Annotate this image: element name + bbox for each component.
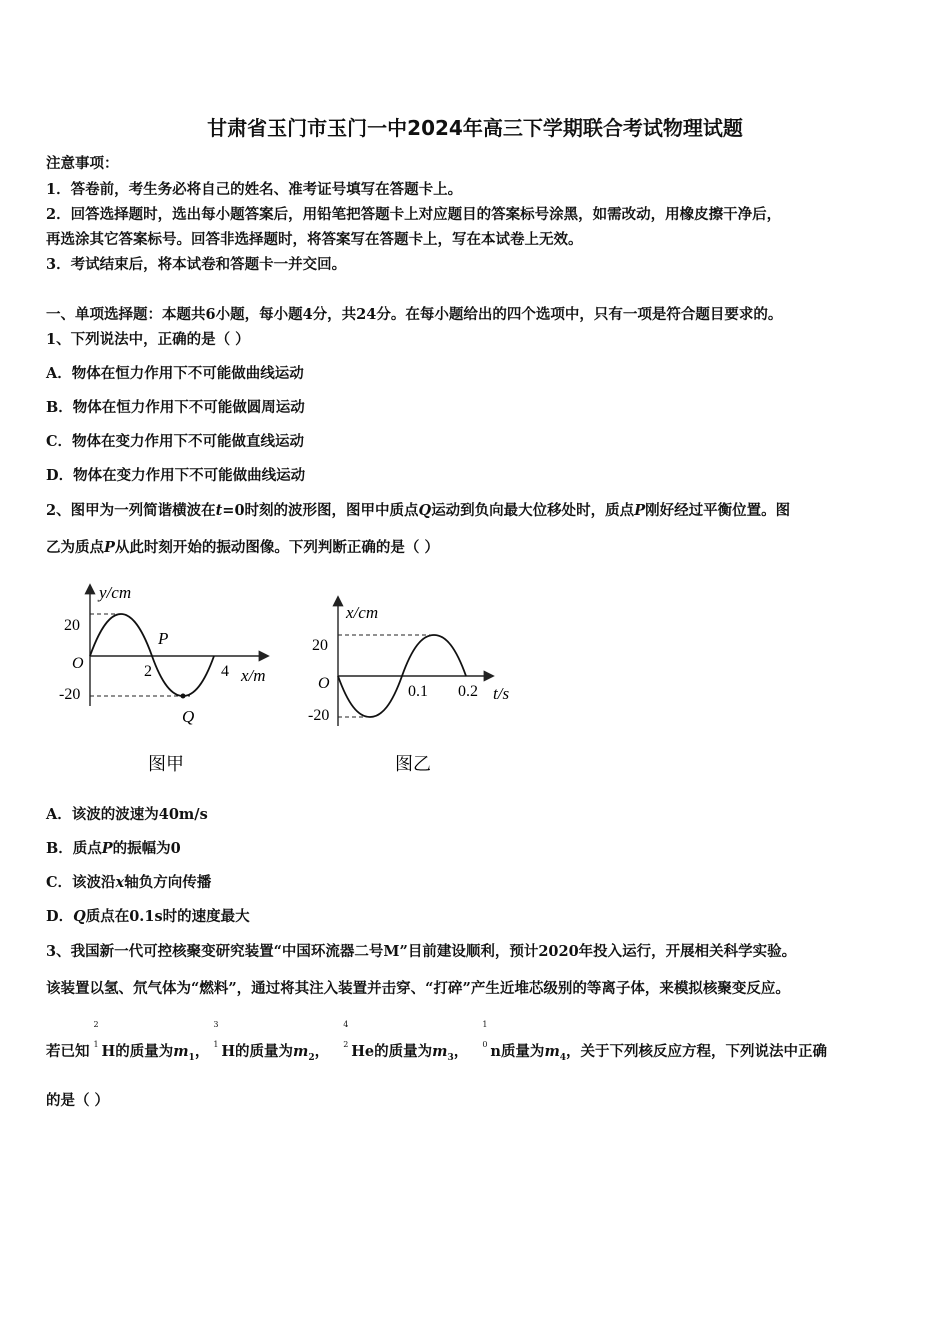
q1-option-d: D．物体在变力作用下不可能做曲线运动: [46, 467, 306, 484]
q3-line1: 3、我国新一代可控核聚变研究装置“中国环流器二号M”目前建设顺利，预计2020年投入运行，开展相关科学实验。: [46, 943, 797, 960]
wave-curve: [90, 614, 214, 696]
origin-label: O: [318, 675, 330, 692]
q1-option-a: A．物体在恒力作用下不可能做曲线运动: [46, 365, 304, 382]
caption-yi: 图乙: [395, 754, 431, 774]
tick-minus-20: -20: [308, 707, 330, 724]
q2-option-a: A．该波的波速为40m/s: [46, 806, 208, 823]
section-heading: 一、单项选择题：本题共6小题，每小题4分，共24分。在每小题给出的四个选项中，只有一项是符合题目要求的。: [46, 306, 783, 323]
figure-wave-graph: [55, 578, 295, 778]
q1-stem: 1、下列说法中，正确的是（ ）: [46, 331, 250, 348]
nuclide-h3: 3 1: [213, 1020, 219, 1049]
q2-stem-line1: 2、图甲为一列简谐横波在t=0时刻的波形图，图甲中质点Q运动到负向最大位移处时，质点P刚好经过平衡位置。图: [46, 502, 791, 519]
x-axis-label: x/m: [241, 666, 266, 685]
point-q-label: Q: [182, 707, 195, 726]
tick-4: 4: [221, 663, 229, 680]
caption-jia: 图甲: [148, 754, 184, 774]
q2-option-c: C．该波沿x轴负方向传播: [46, 874, 212, 891]
q3-line3: 若已知 2 1 H的质量为$m_1$， 3 1 H的质量为$m_2$， 4 2 He的质量为$m_3$， 1 0 n质量为$m_4$，关于下列核反应方程，下列说法中正确: [46, 1020, 828, 1063]
y-axis-label: x/cm: [346, 603, 379, 622]
tick-minus-20: -20: [59, 686, 81, 703]
point-q-dot: [181, 694, 186, 699]
tick-20: 20: [312, 637, 328, 654]
notice-item-3: 3．考试结束后，将本试卷和答题卡一并交回。: [46, 256, 347, 273]
q1-option-b: B．物体在恒力作用下不可能做圆周运动: [46, 399, 305, 416]
page-title: 甘肃省玉门市玉门一中2024年高三下学期联合考试物理试题: [207, 116, 743, 140]
notice-item-2b: 再选涂其它答案标号。回答非选择题时，将答案写在答题卡上，写在本试卷上无效。: [46, 231, 583, 248]
q2-option-b: B．质点P的振幅为0: [46, 840, 181, 857]
tick-2: 2: [144, 663, 152, 680]
q2-option-d: D．Q质点在0.1s时的速度最大: [46, 908, 250, 925]
q3-line4: 的是（ ）: [46, 1092, 110, 1109]
q1-option-c: C．物体在变力作用下不可能做直线运动: [46, 433, 305, 450]
origin-label: O: [72, 655, 84, 672]
y-axis-label: y/cm: [99, 583, 132, 602]
tick-0-2: 0.2: [458, 683, 478, 700]
x-axis-label: t/s: [493, 684, 510, 703]
notice-heading: 注意事项：: [46, 155, 119, 172]
nuclide-n1: 1 0: [482, 1020, 488, 1049]
nuclide-he4: 4 2: [343, 1020, 349, 1049]
point-p-label: P: [158, 629, 169, 648]
notice-item-2a: 2．回答选择题时，选出每小题答案后，用铅笔把答题卡上对应题目的答案标号涂黑，如需改动，用橡皮擦干净后，: [46, 206, 782, 223]
tick-0-1: 0.1: [408, 683, 428, 700]
nuclide-h2: 2 1: [93, 1020, 99, 1049]
notice-item-1: 1．答卷前，考生务必将自己的姓名、准考证号填写在答题卡上。: [46, 181, 463, 198]
tick-20: 20: [64, 617, 80, 634]
q3-line2: 该装置以氢、氘气体为“燃料”，通过将其注入装置并击穿、“打碎”产生近堆芯级别的等离子体，来模拟核聚变反应。: [46, 980, 790, 997]
q2-stem-line2: 乙为质点P从此时刻开始的振动图像。下列判断正确的是（ ）: [46, 539, 439, 556]
figure-vibration-graph: [300, 590, 540, 780]
